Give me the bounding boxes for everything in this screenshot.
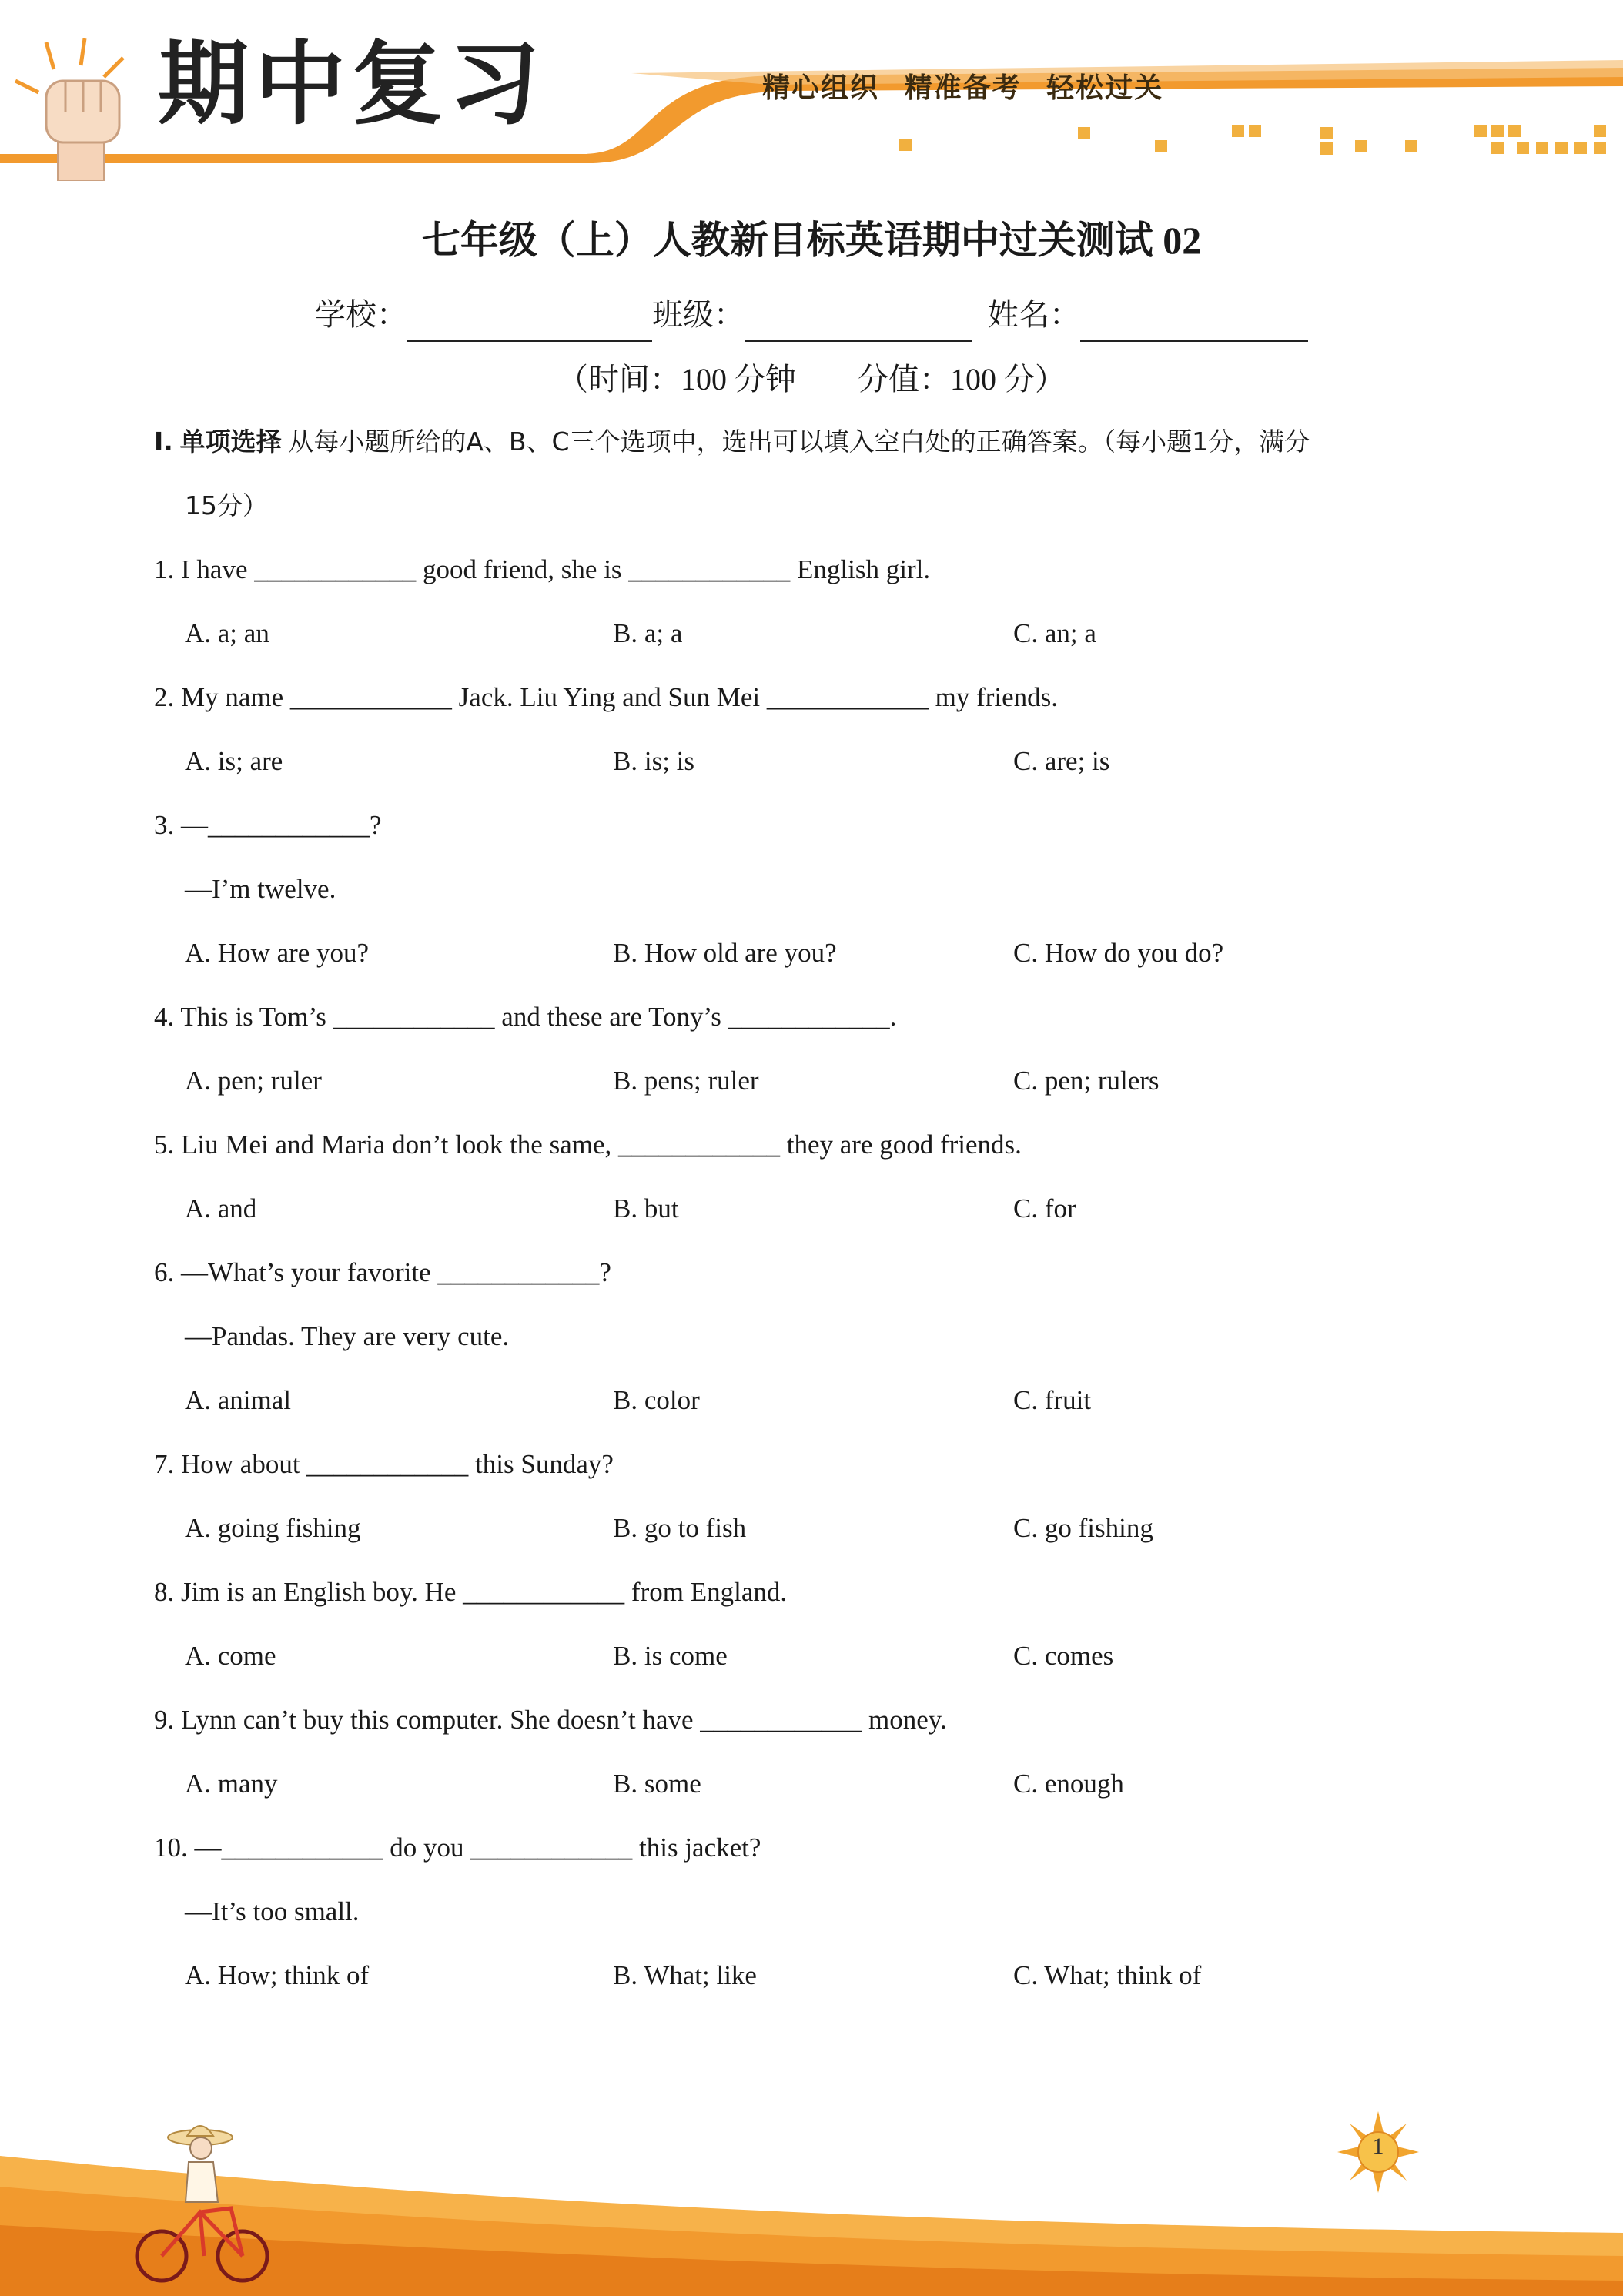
option-c[interactable]: C. fruit [1013,1385,1092,1415]
option-a[interactable]: A. going fishing [185,1513,361,1543]
header-title: 期中复习 [158,31,547,137]
question-options [154,601,1478,665]
option-c[interactable]: C. are; is [1013,746,1110,776]
option-b[interactable]: B. but [613,1193,679,1223]
school-label: 学校： [315,297,407,332]
class-field[interactable] [745,306,972,342]
option-b[interactable]: B. How old are you? [613,938,837,968]
question-options [154,1943,1478,2007]
option-c[interactable]: C. What; think of [1013,1960,1202,1990]
question-stem: 8. Jim is an English boy. He ____________ from England. [154,1577,788,1607]
question-stem: 9. Lynn can’t buy this computer. She doesn’t have ____________ money. [154,1705,947,1735]
question-stem: 3. —____________? [154,810,382,840]
question-stem: 5. Liu Mei and Maria don’t look the same, ____________ they are good friends. [154,1130,1022,1160]
question-options [154,729,1478,793]
option-c[interactable]: C. an; a [1013,618,1096,648]
page-number: 1 [1372,2134,1384,2159]
option-b[interactable]: B. go to fish [613,1513,747,1543]
option-a[interactable]: A. come [185,1641,276,1671]
option-c[interactable]: C. enough [1013,1769,1124,1799]
option-b[interactable]: B. What; like [613,1960,757,1990]
class-label: 班级： [652,297,745,332]
option-b[interactable]: B. a; a [613,618,683,648]
slogan-part: 精准备考 [904,72,1022,104]
question-options [154,1049,1478,1113]
option-a[interactable]: A. is; are [185,746,283,776]
option-c[interactable]: C. How do you do? [1013,938,1224,968]
option-b[interactable]: B. is; is [613,746,695,776]
question-options [154,1496,1478,1560]
slogan-part: 精心组织 [762,72,880,104]
option-c[interactable]: C. go fishing [1013,1513,1153,1543]
question-reply: —It’s too small. [185,1896,360,1926]
question-options [154,1368,1478,1432]
question-options [154,1624,1478,1688]
option-c[interactable]: C. pen; rulers [1013,1066,1160,1096]
girl-on-bicycle-icon [127,2116,281,2285]
section-instruction: 从每小题所给的A、B、C三个选项中，选出可以填入空白处的正确答案。（每小题1分，满分 [288,427,1310,457]
question-reply: —I’m twelve. [185,874,336,904]
question-stem: 1. I have ____________ good friend, she is ____________ English girl. [154,554,931,584]
option-a[interactable]: A. How; think of [185,1960,370,1990]
option-c[interactable]: C. comes [1013,1641,1114,1671]
section-header [154,410,1478,474]
time-score-line: （时间：100 分钟 分值：100 分） [557,362,1066,397]
page-header [0,0,1623,185]
question-stem: 10. —____________ do you ____________ this jacket? [154,1832,761,1863]
option-a[interactable]: A. pen; ruler [185,1066,322,1096]
option-a[interactable]: A. animal [185,1385,292,1415]
school-field[interactable] [407,306,652,342]
question-options [154,1176,1478,1240]
name-label: 姓名： [988,297,1080,332]
question-stem: 6. —What’s your favorite ____________? [154,1257,611,1287]
option-a[interactable]: A. a; an [185,618,269,648]
question-options [154,1752,1478,1816]
option-a[interactable]: A. and [185,1193,257,1223]
section-number: I. [154,427,173,457]
option-b[interactable]: B. is come [613,1641,728,1671]
option-b[interactable]: B. some [613,1769,701,1799]
option-b[interactable]: B. color [613,1385,700,1415]
section-instruction-cont: 15分） [185,490,268,520]
raised-fist-icon [0,27,146,181]
option-a[interactable]: A. many [185,1769,278,1799]
slogan-part: 轻松过关 [1046,72,1164,104]
question-stem: 2. My name ____________ Jack. Liu Ying and Sun Mei ____________ my friends. [154,682,1059,712]
student-info-line [0,288,1623,342]
exam-content [154,410,1478,2007]
option-c[interactable]: C. for [1013,1193,1076,1223]
question-reply: —Pandas. They are very cute. [185,1321,510,1351]
question-stem: 4. This is Tom’s ____________ and these are Tony’s ____________. [154,1002,897,1032]
exam-title: 七年级（上）人教新目标英语期中过关测试 02 [421,219,1202,262]
header-slogan [762,66,1177,105]
question-stem: 7. How about ____________ this Sunday? [154,1449,614,1479]
question-options [154,921,1478,985]
option-a[interactable]: A. How are you? [185,938,370,968]
section-name: 单项选择 [179,427,282,457]
option-b[interactable]: B. pens; ruler [613,1066,759,1096]
name-field[interactable] [1080,306,1308,342]
